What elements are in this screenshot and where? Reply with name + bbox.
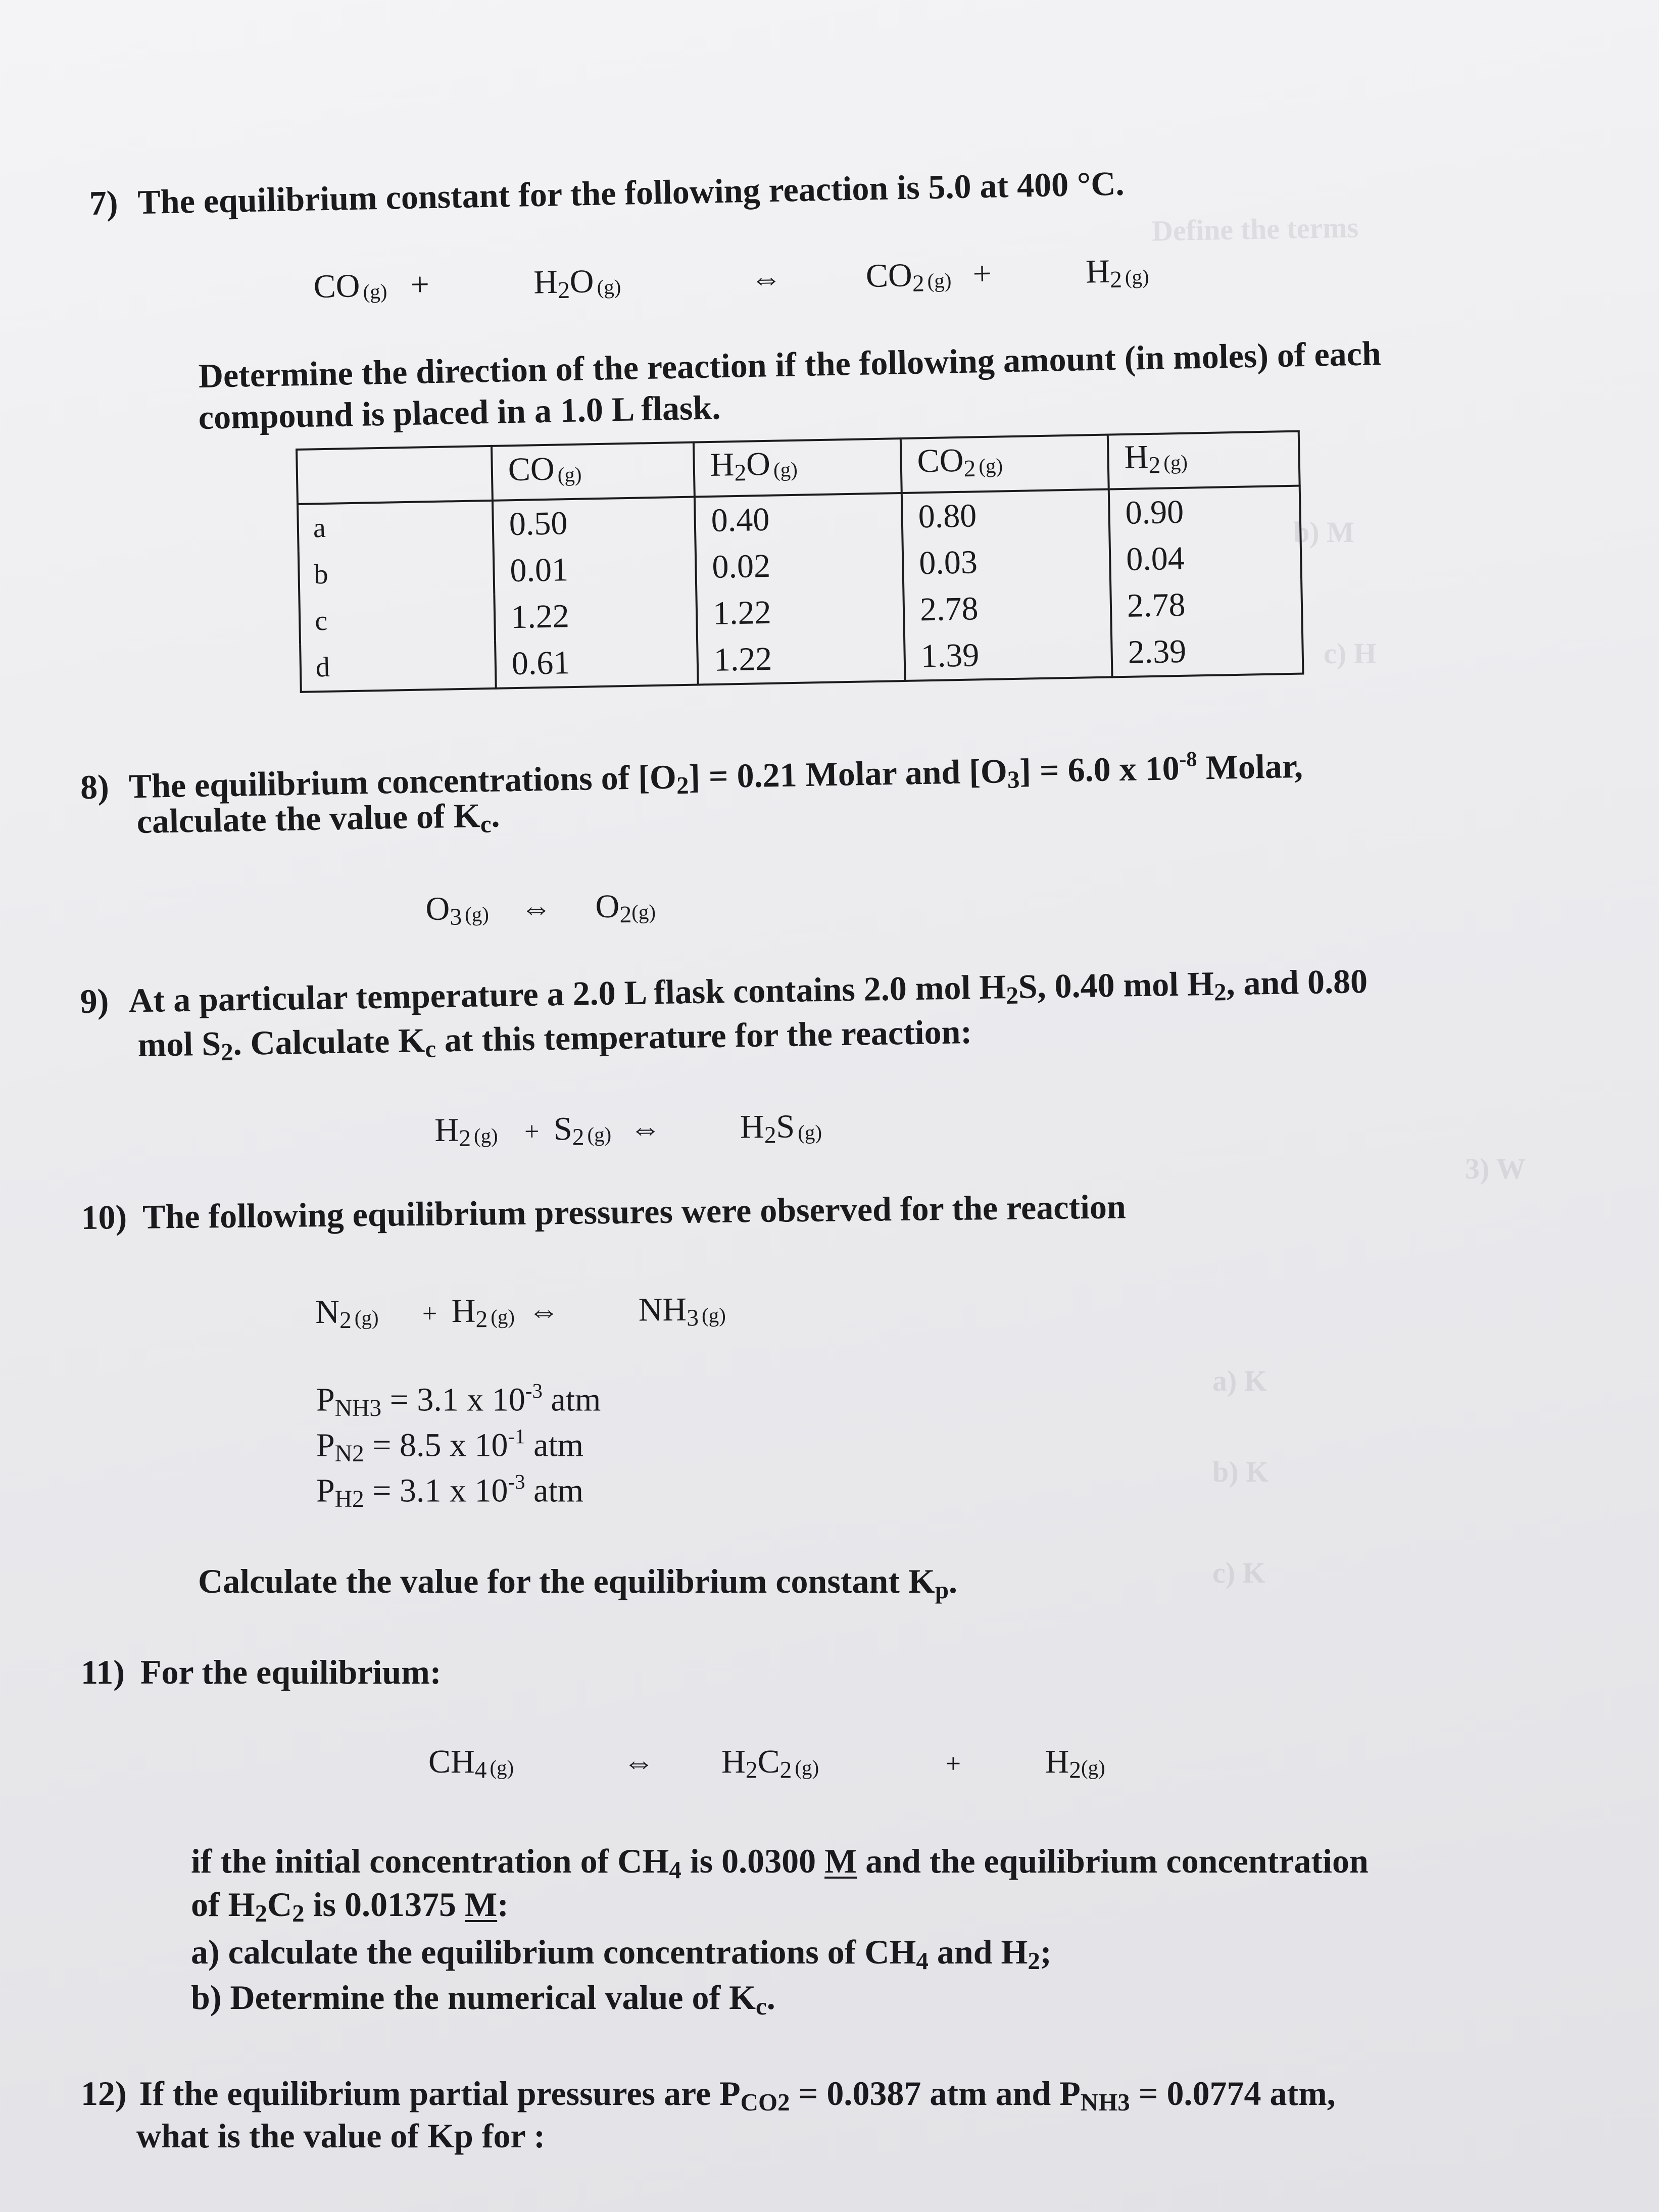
text-run: S, 0.40 mol H <box>1018 964 1214 1006</box>
superscript: -8 <box>1179 747 1197 772</box>
formula-part: H <box>451 1292 476 1330</box>
q7-number: 7) <box>89 183 119 222</box>
bleed-through-text: c) H <box>1324 637 1377 670</box>
q9-reaction <box>434 1107 822 1152</box>
q7-instruction-line2: compound is placed in a 1.0 L flask. <box>198 388 721 436</box>
subscript: 2 <box>779 1757 792 1784</box>
q11-number: 11) <box>81 1653 125 1691</box>
q8-line2 <box>136 793 500 852</box>
subscript: 2 <box>557 277 570 304</box>
table-cell: 0.03 <box>903 537 1111 587</box>
text-run: , and 0.80 <box>1226 961 1368 1003</box>
formula-part: H <box>710 446 735 483</box>
product-h2 <box>1085 252 1150 293</box>
text-run: At a particular temperature a 2.0 L flask contains 2.0 mol H <box>128 967 1006 1020</box>
q7-instruction-line1: Determine the direction of the reaction if the following amount (in moles) of each <box>198 334 1382 395</box>
text-run: If the equilibrium partial pressures are P <box>139 2074 741 2112</box>
row-label: c <box>299 595 495 645</box>
bleed-through-text: 3) W <box>1465 1152 1526 1185</box>
formula-part: H <box>1085 253 1110 290</box>
state-label: (g) <box>473 1124 498 1148</box>
formula-part: H <box>434 1111 459 1149</box>
state-label: (g) <box>587 1123 612 1146</box>
text-run: = 8.5 x 10 <box>364 1427 508 1464</box>
subscript: 2 <box>745 1757 758 1784</box>
table-cell: 2.78 <box>903 583 1111 633</box>
molar-unit: M <box>824 1842 857 1880</box>
text-run: ] = 6.0 x 10 <box>1019 749 1180 790</box>
formula-part: H <box>533 263 558 301</box>
table-cell: 1.22 <box>696 587 904 637</box>
row-label: d <box>300 641 496 692</box>
reactant-h2o <box>533 262 621 304</box>
subscript: 4 <box>669 1855 681 1884</box>
state-label: (g) <box>1081 1756 1105 1780</box>
bleed-through-text: a) K <box>1212 1364 1267 1397</box>
formula-part: O <box>425 890 450 927</box>
formula-part: H <box>721 1743 746 1780</box>
table-cell: 2.39 <box>1111 626 1303 677</box>
table-cell: 0.90 <box>1109 486 1301 537</box>
text-run: mol S <box>137 1024 221 1064</box>
reactant-co: CO <box>313 267 361 305</box>
text-run: . <box>949 1562 958 1600</box>
column-header-h2o <box>694 438 902 497</box>
subscript: 4 <box>916 1946 929 1975</box>
subscript: 2 <box>764 1122 776 1149</box>
plus-sign: + <box>972 255 992 292</box>
text-run: For the equilibrium: <box>140 1653 442 1691</box>
q11-line3 <box>191 1882 509 1936</box>
table-cell: 0.50 <box>493 497 696 548</box>
subscript: 2 <box>963 455 976 482</box>
text-run: at this temperature for the reaction: <box>435 1012 972 1059</box>
subscript: 3 <box>450 904 462 930</box>
q7-amounts-table <box>296 430 1304 694</box>
text-run: of H <box>191 1885 255 1924</box>
plus-sign: + <box>422 1299 437 1329</box>
q10-number: 10) <box>81 1198 127 1237</box>
text-run: Calculate the value for the equilibrium constant K <box>198 1562 935 1600</box>
row-label: b <box>299 548 495 598</box>
text-run: atm <box>525 1472 584 1509</box>
text-run: and the equilibrium concentration <box>857 1842 1369 1880</box>
subscript: 2 <box>619 901 632 928</box>
text-run: = 3.1 x 10 <box>381 1381 525 1418</box>
text-run: The following equilibrium pressures were observed for the reaction <box>142 1187 1127 1236</box>
table-cell: 0.01 <box>494 545 697 595</box>
subscript: c <box>755 1992 767 2020</box>
q10-calculate-kp <box>198 1559 957 1612</box>
text-run: is 0.01375 <box>304 1885 465 1924</box>
bleed-through-text: b) K <box>1212 1455 1269 1488</box>
subscript: 2 <box>220 1038 234 1066</box>
q11-reaction <box>428 1743 1105 1784</box>
text-run: . <box>491 796 500 834</box>
text-run: = 0.0774 atm, <box>1130 2074 1336 2112</box>
state-label: (g) <box>464 903 490 926</box>
subscript: 2 <box>1213 978 1227 1006</box>
state-label: (g) <box>798 1121 822 1144</box>
subscript: 2 <box>1006 981 1019 1009</box>
state-label: (g) <box>927 269 952 292</box>
q10-reaction <box>315 1290 726 1334</box>
table-cell: 0.61 <box>495 637 698 689</box>
state-label: (g) <box>795 1756 819 1780</box>
table-cell: 0.04 <box>1109 533 1301 583</box>
table-cell: 0.80 <box>902 489 1110 540</box>
superscript: -1 <box>508 1425 525 1448</box>
formula-part: O <box>569 263 595 301</box>
text-run: ; <box>1040 1933 1052 1971</box>
subscript: 3 <box>687 1305 699 1332</box>
plus-sign: + <box>410 266 430 304</box>
subscript: 2 <box>292 1899 305 1927</box>
text-run: atm <box>525 1427 584 1464</box>
text-run: Molar, <box>1197 746 1303 787</box>
equilibrium-arrow-icon: ⇔ <box>623 1745 655 1780</box>
state-label: (g) <box>491 1305 515 1329</box>
text-run: calculate the value of K <box>136 796 481 841</box>
bleed-through-text: Define the terms <box>1151 211 1359 248</box>
subscript: 2 <box>572 1124 584 1151</box>
subscript: p <box>935 1576 949 1604</box>
subscript: 2 <box>1148 452 1161 479</box>
text-run: = 3.1 x 10 <box>364 1472 508 1509</box>
q12-number: 12) <box>81 2074 127 2112</box>
subscript: 2 <box>475 1306 488 1333</box>
formula-part: H <box>740 1108 765 1146</box>
subscript: 2 <box>458 1125 471 1152</box>
table-corner-cell <box>297 446 493 505</box>
text-run: : <box>497 1885 509 1924</box>
q11-line1 <box>81 1650 442 1694</box>
formula-part: CO <box>865 257 913 294</box>
equilibrium-arrow-icon: ⇔ <box>750 261 783 297</box>
state-label: (g) <box>354 1306 379 1330</box>
subscript: 2 <box>255 1899 268 1927</box>
state-label: (g) <box>363 280 387 304</box>
formula-part: CO <box>916 441 964 480</box>
plus-sign: + <box>524 1117 540 1147</box>
text-run: P <box>316 1427 335 1464</box>
text-run: a) calculate the equilibrium concentrations of CH <box>191 1933 916 1971</box>
column-header-h2 <box>1108 431 1300 489</box>
formula-part: H <box>1045 1743 1069 1780</box>
pressure-h2 <box>316 1470 583 1513</box>
formula-part: S <box>553 1110 572 1148</box>
text-run: atm <box>542 1381 601 1418</box>
state-label: (g) <box>557 463 582 486</box>
table-cell: 1.22 <box>494 591 697 641</box>
q8-reaction <box>425 887 656 931</box>
row-label: a <box>298 501 494 552</box>
table-cell: 0.40 <box>695 493 903 544</box>
text-run: is 0.0300 <box>681 1842 825 1880</box>
q11-part-b <box>191 1975 775 2029</box>
subscript: 2 <box>1109 266 1123 293</box>
subscript: NH3 <box>1080 2088 1130 2116</box>
q10-line1 <box>81 1184 1126 1240</box>
text-run: and H <box>928 1933 1028 1971</box>
subscript: c <box>480 810 492 838</box>
text-run: C <box>267 1885 292 1924</box>
state-label: (g) <box>490 1756 514 1780</box>
q9-number: 9) <box>80 981 109 1020</box>
state-label: (g) <box>773 458 798 481</box>
formula-part: O <box>746 445 771 483</box>
equilibrium-arrow-icon: ⇔ <box>520 891 552 926</box>
subscript: N2 <box>334 1440 364 1467</box>
column-header-co2 <box>901 435 1109 494</box>
equilibrium-arrow-icon: ⇔ <box>528 1294 560 1329</box>
text-run: if the initial concentration of CH <box>191 1842 669 1880</box>
state-label: (g) <box>701 1304 726 1327</box>
pressure-nh3 <box>316 1379 601 1422</box>
q12-line2: what is the value of Kp for : <box>136 2117 546 2155</box>
subscript: 2 <box>339 1307 352 1334</box>
table-cell: 1.39 <box>904 630 1112 681</box>
plus-sign: + <box>945 1748 961 1779</box>
subscript: 4 <box>474 1757 487 1784</box>
text-run: The equilibrium concentrations of [O <box>128 757 677 806</box>
product-co2 <box>865 256 952 297</box>
bleed-through-text: b) M <box>1293 516 1354 549</box>
superscript: -3 <box>508 1470 525 1493</box>
table-cell: 0.02 <box>696 540 904 591</box>
subscript: 2 <box>734 460 747 486</box>
formula-part: O <box>595 888 620 925</box>
subscript: 3 <box>1007 765 1020 794</box>
subscript: CO2 <box>740 2088 790 2116</box>
text-run: . Calculate K <box>232 1021 425 1063</box>
subscript: 2 <box>676 771 690 800</box>
column-header-co <box>492 443 695 501</box>
subscript: 2 <box>1028 1946 1040 1975</box>
q7-prompt <box>89 161 1125 225</box>
table-cell: 2.78 <box>1110 580 1302 630</box>
subscript: 2 <box>1069 1757 1081 1784</box>
state-label: (g) <box>631 900 656 924</box>
equilibrium-arrow-icon: ⇔ <box>629 1111 661 1146</box>
molar-unit: M <box>464 1885 498 1924</box>
subscript: 2 <box>912 270 925 297</box>
bleed-through-text: c) K <box>1212 1556 1265 1589</box>
state-label: (g) <box>978 454 1003 478</box>
text-run: P <box>316 1381 335 1418</box>
table-cell: 1.22 <box>697 633 905 684</box>
subscript: NH3 <box>334 1395 382 1421</box>
pressure-n2 <box>316 1424 583 1467</box>
subscript: H2 <box>334 1486 364 1512</box>
formula-part: CO <box>508 450 555 488</box>
state-label: (g) <box>597 275 621 299</box>
formula-part: NH <box>638 1291 687 1329</box>
q7-reaction <box>313 252 1149 309</box>
formula-part: N <box>315 1293 340 1331</box>
text-run: P <box>316 1472 335 1509</box>
state-label: (g) <box>1125 265 1150 289</box>
formula-part: CH <box>428 1743 475 1780</box>
text-run: . <box>766 1978 775 2017</box>
text-run: = 0.0387 atm and P <box>790 2074 1081 2112</box>
text-run: b) Determine the numerical value of K <box>191 1978 756 2017</box>
q8-number: 8) <box>80 767 110 807</box>
subscript: c <box>424 1035 436 1063</box>
formula-part: S <box>776 1108 795 1145</box>
formula-part: C <box>757 1743 780 1780</box>
superscript: -3 <box>525 1380 543 1402</box>
q7-text: The equilibrium constant for the following reaction is 5.0 at 400 °C. <box>137 164 1125 222</box>
formula-part: H <box>1124 438 1149 476</box>
text-run: ] = 0.21 Molar and [O <box>688 752 1008 796</box>
state-label: (g) <box>1163 451 1188 474</box>
